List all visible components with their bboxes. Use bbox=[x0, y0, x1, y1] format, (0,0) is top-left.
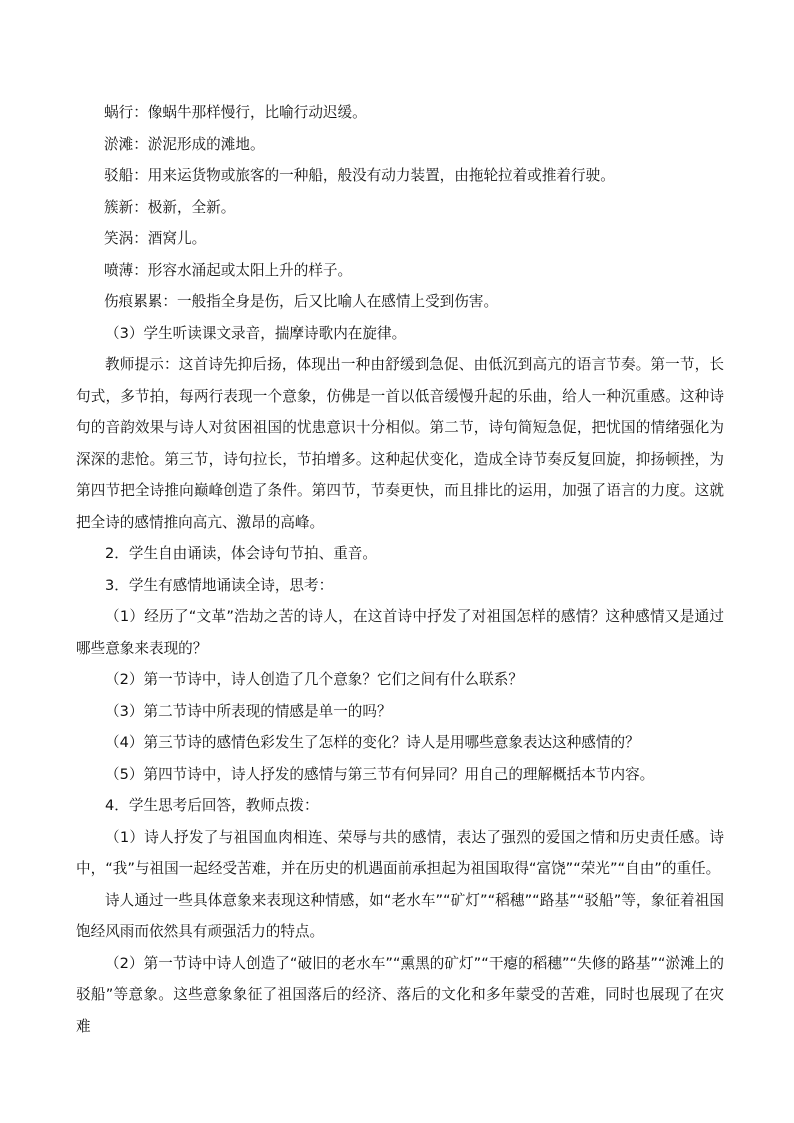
question-2: （2）第一节诗中，诗人创造了几个意象？它们之间有什么联系？ bbox=[105, 671, 523, 688]
glossary-definition: ：用来运货物或旅客的一种船，般没有动力装置，由拖轮拉着或推着行驶。 bbox=[133, 167, 615, 184]
answer-1-paragraph: （1）诗人抒发了与祖国血肉相连、荣辱与共的感情，表达了强烈的爱国之情和历史责任感。诗中，“我”与祖国一起经受苦难，并在历史的机遇面前承担起为祖国取得“富饶”“荣光”“自由”的重任。 bbox=[76, 828, 724, 877]
glossary-entry bbox=[76, 223, 724, 255]
glossary-term: 驳船 bbox=[104, 167, 134, 184]
item-4-paragraph: 4．学生思考后回答，教师点拨： bbox=[105, 797, 319, 814]
glossary-term: 笑涡 bbox=[104, 230, 134, 247]
glossary-entry bbox=[76, 97, 724, 129]
glossary-definition: ：形容水涌起或太阳上升的样子。 bbox=[133, 261, 353, 279]
question-3: （3）第二节诗中所表现的情感是单一的吗？ bbox=[105, 702, 392, 720]
glossary-definition: ：极新，全新。 bbox=[133, 198, 236, 216]
glossary-term: 喷薄 bbox=[104, 261, 134, 279]
item-2-paragraph: 2．学生自由诵读，体会诗句节拍、重音。 bbox=[105, 545, 377, 562]
step-3-paragraph: （3）学生听读课文录音，揣摩诗歌内在旋律。 bbox=[105, 324, 407, 342]
glossary-definition: ：一般指全身是伤，后又比喻人在感情上受到伤害。 bbox=[162, 293, 499, 310]
glossary-definition: ：像蜗牛那样慢行，比喻行动迟缓。 bbox=[133, 104, 367, 121]
item-3-paragraph: 3．学生有感情地诵读全诗，思考： bbox=[105, 576, 334, 594]
question-1: （1）经历了“文革”浩劫之苦的诗人，在这首诗中抒发了对祖国怎样的感情？这种感情又是通过哪些意象来表现的？ bbox=[76, 608, 724, 657]
glossary-entry bbox=[76, 129, 724, 161]
glossary-definition: ：淤泥形成的滩地。 bbox=[133, 135, 265, 153]
glossary-definition: ：酒窝儿。 bbox=[133, 230, 207, 247]
glossary-entry bbox=[76, 286, 724, 318]
glossary-term: 蜗行 bbox=[104, 104, 134, 121]
glossary-term: 簇新 bbox=[104, 198, 134, 216]
answer-1b-paragraph: 诗人通过一些具体意象来表现这种情感，如“老水车”“矿灯”“稻穗”“路基”“驳船”等，象征着祖国饱经风雨而依然具有顽强活力的特点。 bbox=[76, 891, 724, 940]
answer-2-paragraph: （2）第一节诗中诗人创造了“破旧的老水车”“熏黑的矿灯”“干瘪的稻穗”“失修的路基”“淤滩上的驳船”等意象。这些意象象征了祖国落后的经济、落后的文化和多年蒙受的苦难，同时也展现了在灾难 bbox=[76, 954, 724, 1035]
question-5: （5）第四节诗中，诗人抒发的感情与第三节有何异同？用自己的理解概括本节内容。 bbox=[105, 765, 655, 783]
glossary-entry bbox=[76, 192, 724, 224]
question-4: （4）第三节诗的感情色彩发生了怎样的变化？诗人是用哪些意象表达这种感情的？ bbox=[105, 734, 640, 751]
glossary-term: 淤滩 bbox=[104, 135, 134, 153]
glossary-entry bbox=[76, 255, 724, 287]
glossary-entry bbox=[76, 160, 724, 192]
teacher-hint-paragraph: 教师提示：这首诗先抑后扬，体现出一种由舒缓到急促、由低沉到高亢的语言节奏。第一节，长句式，多节拍，每两行表现一个意象，仿佛是一首以低音缓慢升起的乐曲，给人一种沉重感。这种诗句的音韵效果与诗人对贫困祖国的忧患意识十分相似。第二节，诗句简短急促，把忧国的情绪强化为深深的悲怆。第三节，诗句拉长，节拍增多。这种起伏变化，造成全诗节奏反复回旋，抑扬顿挫，为第四节把全诗推向巅峰创造了条件。第四节，节奏更快，而且排比的运用，加强了语言的力度。这就把全诗的感情推向高亢、激昂的高峰。 bbox=[76, 356, 724, 531]
document-body bbox=[76, 97, 724, 1042]
glossary-term: 伤痕累累 bbox=[104, 293, 163, 310]
